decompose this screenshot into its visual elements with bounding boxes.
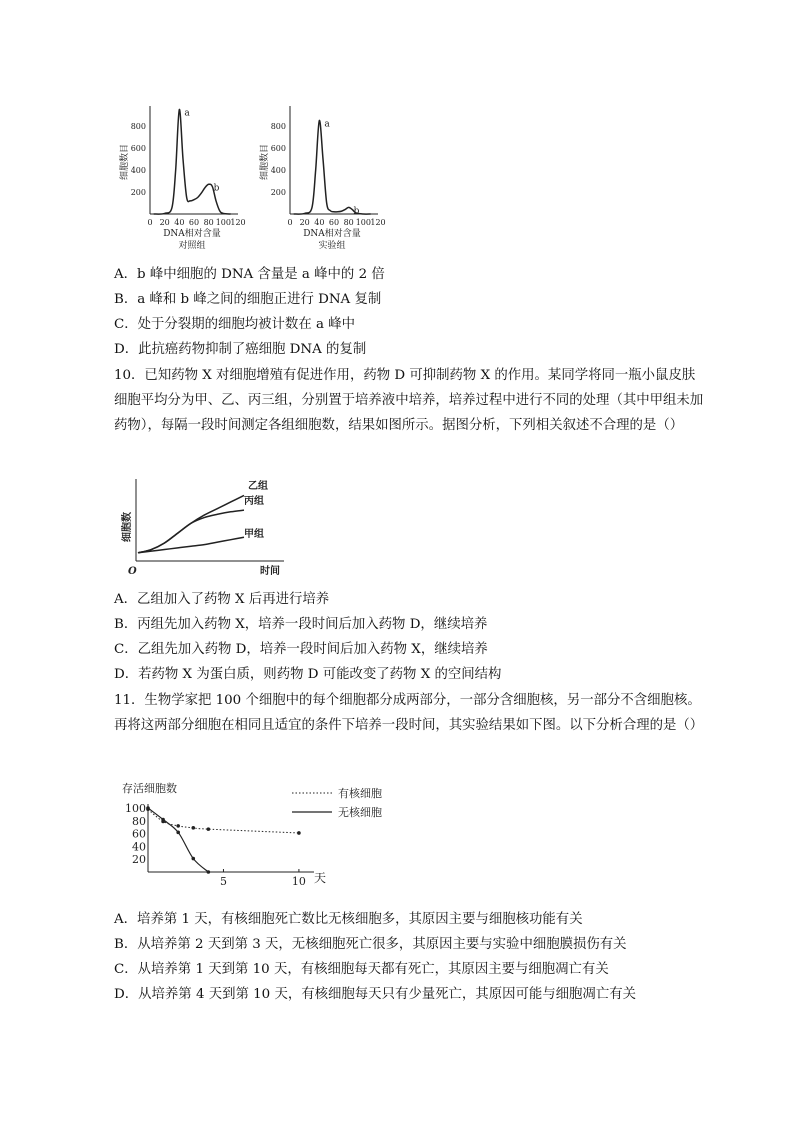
nucleated-point	[176, 824, 180, 828]
chart-caption: 对照组	[178, 241, 206, 251]
x-tick-label: 100	[355, 218, 371, 227]
q10-option-b: B．丙组先加入药物 X，培养一段时间后加入药物 D，继续培养	[114, 617, 488, 632]
y-tick-label: 80	[132, 814, 146, 828]
anucleate-line	[148, 808, 208, 872]
y-tick-label: 40	[132, 840, 146, 854]
x-tick-label: 120	[230, 218, 246, 227]
y-tick-label: 200	[130, 188, 146, 197]
nucleated-point	[297, 831, 301, 835]
nucleated-point	[207, 827, 211, 831]
y-tick-label: 400	[130, 166, 146, 175]
q10-chart	[120, 475, 290, 580]
q9-chart-control	[112, 100, 252, 250]
anucleate-point	[207, 870, 211, 874]
q11-option-c: C．从培养第 1 天到第 10 天，有核细胞每天都有死亡，其原因主要与细胞凋亡有关	[114, 962, 609, 977]
x-tick-label: 120	[370, 218, 386, 227]
peak-label-a: a	[324, 119, 330, 130]
anucleate-point	[176, 831, 180, 835]
x-tick-label: 0	[147, 218, 153, 227]
q9-option-b: B．a 峰和 b 峰之间的细胞正进行 DNA 复制	[114, 292, 382, 307]
peak-labels	[184, 109, 219, 194]
chart-ylabel: 细胞数	[122, 512, 133, 542]
q11-option-d: D．从培养第 4 天到第 10 天，有核细胞每天只有少量死亡，其原因可能与细胞凋亡有关	[114, 987, 636, 1002]
series-lines	[146, 806, 301, 874]
series-jia-line	[138, 537, 244, 553]
chart-xlabel: 时间	[260, 566, 280, 577]
chart-xlabel: 天	[314, 871, 327, 885]
legend-label-nucleated: 有核细胞	[338, 787, 382, 800]
chart-xlabel: DNA相对含量	[163, 229, 221, 239]
q11-option-a: A．培养第 1 天，有核细胞死亡数比无核细胞多，其原因主要与细胞核功能有关	[114, 912, 583, 927]
chart-ylabel: 存活细胞数	[122, 782, 177, 795]
q9-option-d: D．此抗癌药物抑制了癌细胞 DNA 的复制	[114, 342, 367, 357]
x-tick-label: 0	[287, 218, 293, 227]
chart-ylabel: 细胞数目	[260, 143, 270, 181]
q11-chart	[118, 778, 382, 888]
series-label-bing: 丙组	[244, 496, 264, 507]
q9-option-c: C．处于分裂期的细胞均被计数在 a 峰中	[114, 317, 355, 332]
x-tick-label: 60	[328, 218, 340, 227]
anucleate-point	[161, 818, 165, 822]
q10-option-c: C．乙组先加入药物 D，培养一段时间后加入药物 X，继续培养	[114, 642, 488, 657]
origin-label: O	[128, 566, 137, 577]
y-tick-label: 800	[270, 122, 286, 131]
y-ticks	[125, 802, 146, 866]
q11-stem: 11．生物学家把 100 个细胞中的每个细胞都分成两部分，一部分含细胞核，另一部分不含细胞核。再将这两部分细胞在相同且适宜的条件下培养一段时间，其实验结果如下图。以下分析合理的是（）	[114, 693, 704, 733]
peak-labels	[324, 120, 359, 217]
nucleated-line	[148, 809, 299, 833]
series-lines	[138, 495, 244, 552]
chart-ylabel: 细胞数目	[120, 143, 130, 181]
x-tick-label: 100	[215, 218, 231, 227]
chart-xlabel: DNA相对含量	[303, 229, 361, 239]
x-tick-label: 80	[203, 218, 214, 227]
y-tick-label: 600	[270, 144, 286, 153]
series-label-jia: 甲组	[244, 529, 264, 540]
x-tick-label: 5	[219, 875, 227, 888]
x-tick-label: 40	[314, 218, 325, 227]
x-tick-label: 20	[299, 218, 310, 227]
distribution-curve	[294, 120, 371, 217]
distribution-curve	[154, 109, 231, 214]
y-tick-label: 400	[270, 166, 286, 175]
y-tick-label: 200	[270, 188, 286, 197]
x-tick-label: 20	[159, 218, 170, 227]
peak-label-b: b	[353, 206, 360, 217]
y-tick-label: 800	[130, 122, 146, 131]
x-tick-label: 80	[343, 218, 354, 227]
anucleate-point	[146, 806, 150, 810]
x-tick-label: 40	[174, 218, 185, 227]
x-tick-label: 10	[291, 875, 306, 888]
y-tick-label: 600	[130, 144, 146, 153]
q10-option-d: D．若药物 X 为蛋白质，则药物 D 可能改变了药物 X 的空间结构	[114, 667, 502, 682]
q11-option-b: B．从培养第 2 天到第 3 天，无核细胞死亡很多，其原因主要与实验中细胞膜损伤有关	[114, 937, 627, 952]
peak-label-b: b	[213, 183, 220, 194]
x-tick-label: 60	[188, 218, 200, 227]
peak-label-a: a	[184, 108, 190, 119]
legend-label-anucleate: 无核细胞	[338, 806, 382, 819]
y-tick-label: 20	[132, 853, 146, 867]
chart-caption: 实验组	[318, 241, 346, 251]
nucleated-point	[191, 826, 195, 830]
q9-option-a: A．b 峰中细胞的 DNA 含量是 a 峰中的 2 倍	[114, 267, 385, 282]
q10-option-a: A．乙组加入了药物 X 后再进行培养	[114, 592, 330, 607]
y-tick-label: 60	[132, 827, 146, 841]
y-ticks	[271, 122, 286, 197]
q10-stem: 10．已知药物 X 对细胞增殖有促进作用，药物 D 可抑制药物 X 的作用。某同学将同一瓶小鼠皮肤细胞平均分为甲、乙、丙三组，分别置于培养液中培养，培养过程中进行不同的处理（其中甲组未加药物），每隔一段时间测定各组细胞数，结果如图所示。据图分析，下列相关叙述不合理的是（）	[114, 368, 704, 433]
y-ticks	[131, 122, 146, 197]
anucleate-point	[191, 857, 195, 861]
series-label-yi: 乙组	[248, 481, 268, 492]
x-ticks	[287, 218, 385, 227]
q9-chart-experiment	[252, 100, 392, 250]
x-ticks	[147, 218, 245, 227]
y-tick-label: 100	[125, 802, 146, 815]
